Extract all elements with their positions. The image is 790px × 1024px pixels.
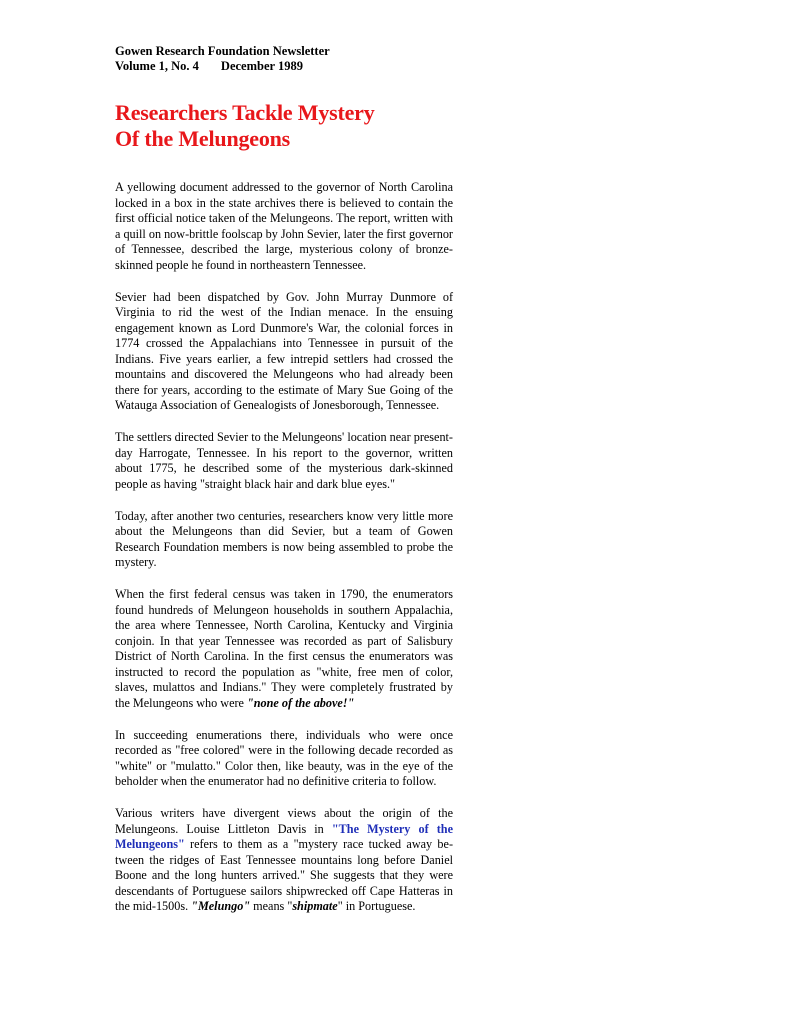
paragraph-6: In succeeding enumerations there, individuals who were once recorded as "free colored" were in the following decade recorded as "white" or "mulatto." Color then, like beauty, was in the eye of the beholder when the enumerator had no definitive criteria to follow. [115, 727, 453, 788]
volume-number: Volume 1, No. 4 [115, 59, 199, 73]
newsletter-name: Gowen Research Foundation Newsletter [115, 44, 330, 58]
newsletter-page [115, 44, 453, 931]
headline-line-1: Researchers Tackle Mystery [115, 100, 375, 125]
paragraph-5-text: When the first federal census was taken in 1790, the enumerators found hundreds of Melungeon households in southern Appalachia, the area where Tennessee, North Carolina, Kentucky and Virginia conjoin. In that year Tennessee was recorded as part of Salisbury District of North Carolina. In the first census the enumerators was instructed to record the population as "white, free men of color, slaves, mulattos and Indians." They were completely frustrated by the Melungeons who were [115, 587, 453, 710]
headline-line-2: Of the Melungeons [115, 126, 291, 151]
article-headline [115, 100, 453, 152]
paragraph-7-end: " in Portuguese. [337, 899, 416, 913]
issue-date: December 1989 [220, 59, 303, 73]
paragraph-7 [115, 806, 453, 915]
issue-line [115, 59, 453, 74]
book-title-link[interactable]: "The Mystery of the Melungeons" [115, 821, 453, 851]
paragraph-4: Today, after another two centuries, researchers know very little more about the Melungeons than did Sevier, but a team of Gowen Research Foundation members is now being assembled to probe the mystery. [115, 508, 453, 569]
paragraph-7-intro: Various writers have divergent views about the origin of the Melungeons. Louise Littleton Davis in [115, 806, 453, 836]
paragraph-1: A yellowing document addressed to the governor of North Carolina locked in a box in the state archives there is believed to contain the first official notice taken of the Melungeons. The report, written with a quill on now-brittle foolscap by John Sevier, later the first governor of Tennessee, described the large, mysterious colony of bronze-skinned people he found in northeastern Tennessee. [115, 180, 453, 272]
term-melungo: "Melungo" [191, 899, 251, 913]
paragraph-5 [115, 587, 453, 711]
article-body [115, 180, 453, 915]
paragraph-3: The settlers directed Sevier to the Melungeons' location near present-day Harrogate, Tennessee. In his report to the governor, written about 1775, he described some of the mysterious dark-skinned people as having "straight black hair and dark blue eyes." [115, 430, 453, 491]
paragraph-2: Sevier had been dispatched by Gov. John Murray Dunmore of Virginia to rid the west of the Indian menace. In the ensuing engagement known as Lord Dunmore's War, the colonial forces in 1774 crossed the Appalachians into Tennessee in pursuit of the Indians. Five years earlier, a few intrepid settlers had crossed the mountains and discovered the Melungeons who had already been there for years, according to the estimate of Mary Sue Going of the Watauga Association of Genealogists of Jonesborough, Tennessee. [115, 289, 453, 412]
emphasis-none-of-the-above: "none of the above!" [247, 695, 355, 710]
paragraph-7-means: means " [250, 899, 293, 913]
masthead [115, 44, 453, 74]
paragraph-7-body: refers to them as a "mystery race tucked away between the ridges of East Tennessee mountains long before Daniel Boone and the long hunters arrived." She suggests that they were descendants of Portuguese sailors shipwrecked off Cape Hatteras in the mid-1500s. [115, 837, 453, 913]
term-shipmate: shipmate [292, 899, 338, 913]
